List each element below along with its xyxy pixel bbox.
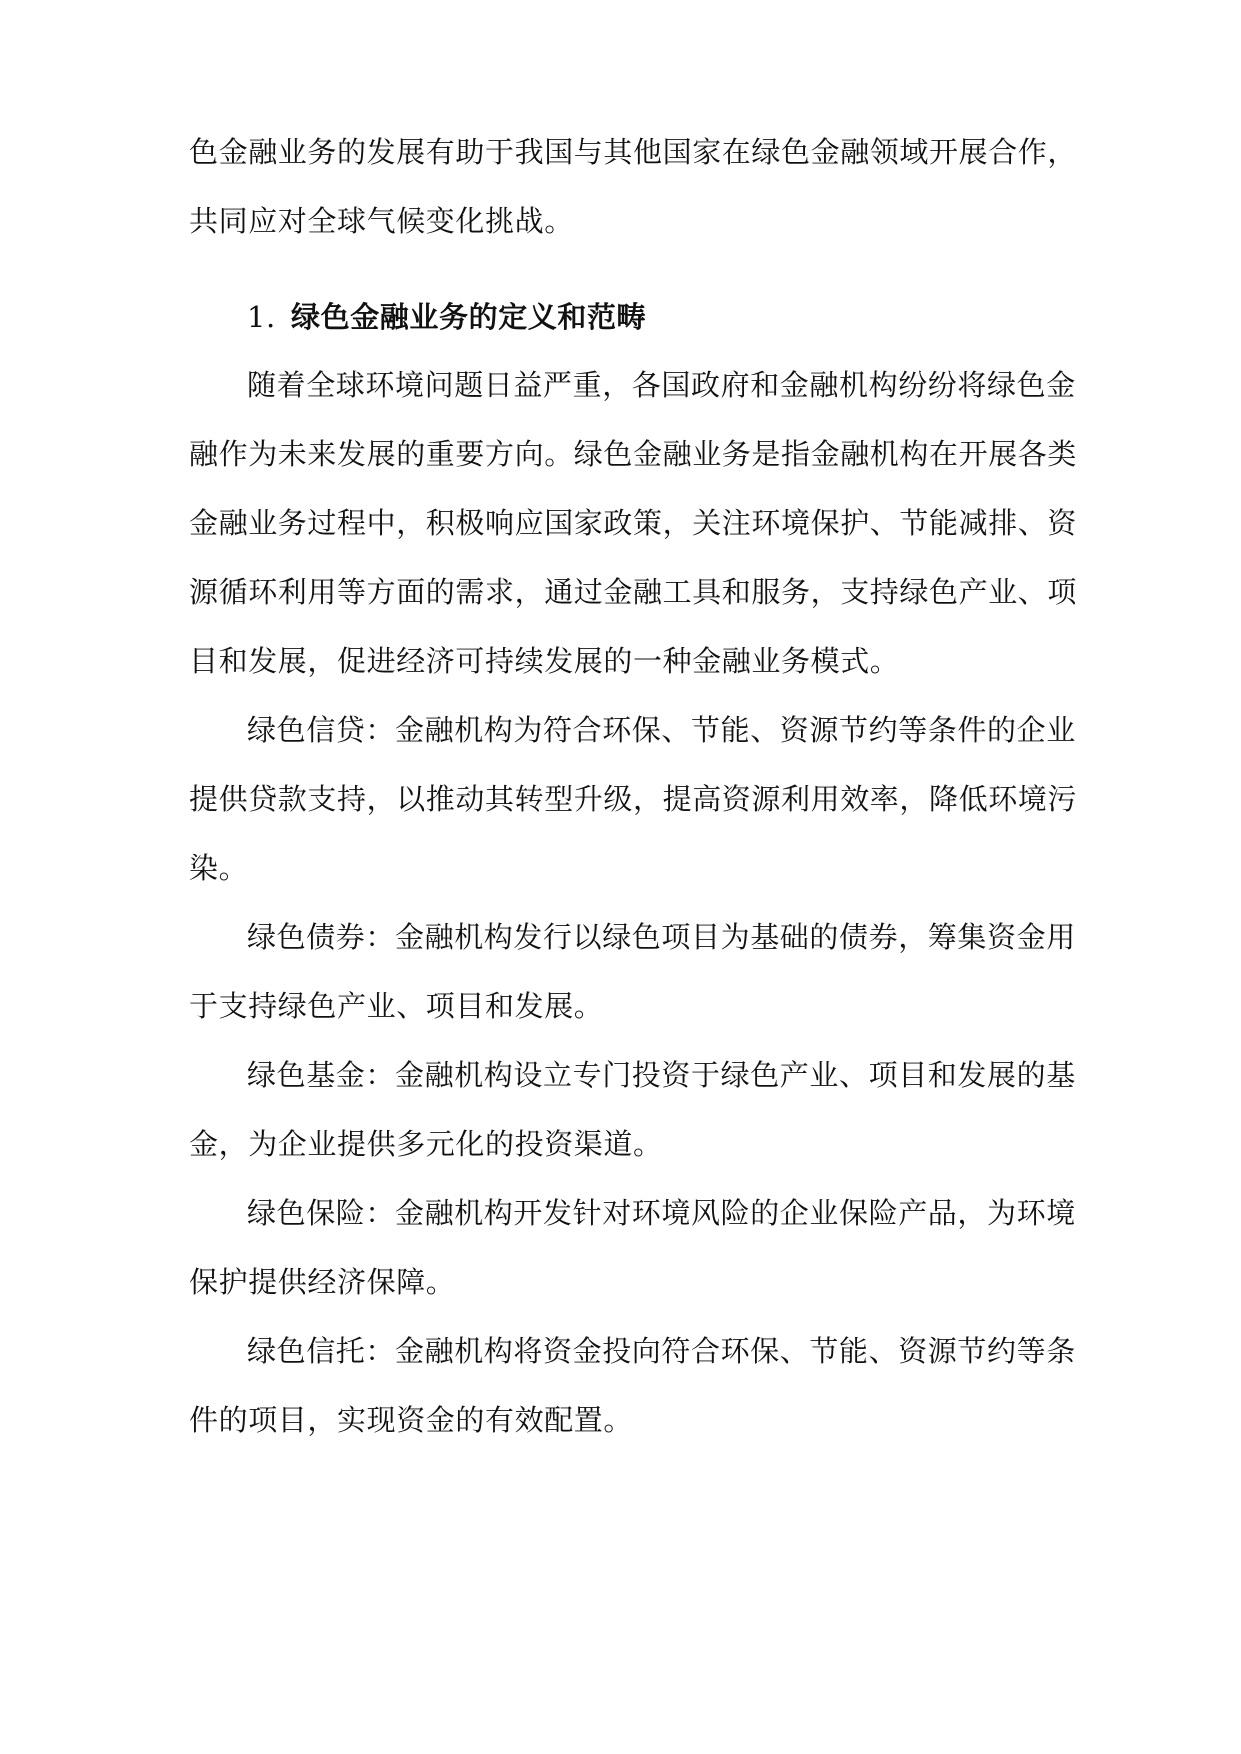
bonds-line-2: 于支持绿色产业、项目和发展。 [189,989,604,1023]
funds-line-2: 金，为企业提供多元化的投资渠道。 [189,1127,663,1161]
trust-line-2: 件的项目，实现资金的有效配置。 [189,1403,634,1437]
definition-line-4: 源循环利用等方面的需求，通过金融工具和服务，支持绿色产业、项 [189,575,1078,609]
credit-line-1: 绿色信贷：金融机构为符合环保、节能、资源节约等条件的企业 [247,713,1076,747]
trust-line-1: 绿色信托：金融机构将资金投向符合环保、节能、资源节约等条 [247,1334,1076,1368]
definition-line-5: 目和发展，促进经济可持续发展的一种金融业务模式。 [189,644,900,678]
credit-line-3: 染。 [189,851,249,885]
section-heading [247,297,1059,337]
intro-line-1: 色金融业务的发展有助于我国与其他国家在绿色金融领域开展合作， [189,135,1078,169]
intro-line-2: 共同应对全球气候变化挑战。 [189,204,574,238]
funds-line-1: 绿色基金：金融机构设立专门投资于绿色产业、项目和发展的基 [247,1058,1076,1092]
definition-line-2: 融作为未来发展的重要方向。绿色金融业务是指金融机构在开展各类 [189,437,1078,471]
bonds-line-1: 绿色债券：金融机构发行以绿色项目为基础的债券，筹集资金用 [247,920,1076,954]
credit-line-2: 提供贷款支持，以推动其转型升级，提高资源利用效率，降低环境污 [189,782,1078,816]
definition-line-1: 随着全球环境问题日益严重，各国政府和金融机构纷纷将绿色金 [247,368,1076,402]
section-title: 绿色金融业务的定义和范畴 [291,300,647,334]
insurance-line-2: 保护提供经济保障。 [189,1265,456,1299]
insurance-line-1: 绿色保险：金融机构开发针对环境风险的企业保险产品，为环境 [247,1196,1076,1230]
section-number: 1. [247,300,276,334]
definition-line-3: 金融业务过程中，积极响应国家政策，关注环境保护、节能减排、资 [189,506,1078,540]
